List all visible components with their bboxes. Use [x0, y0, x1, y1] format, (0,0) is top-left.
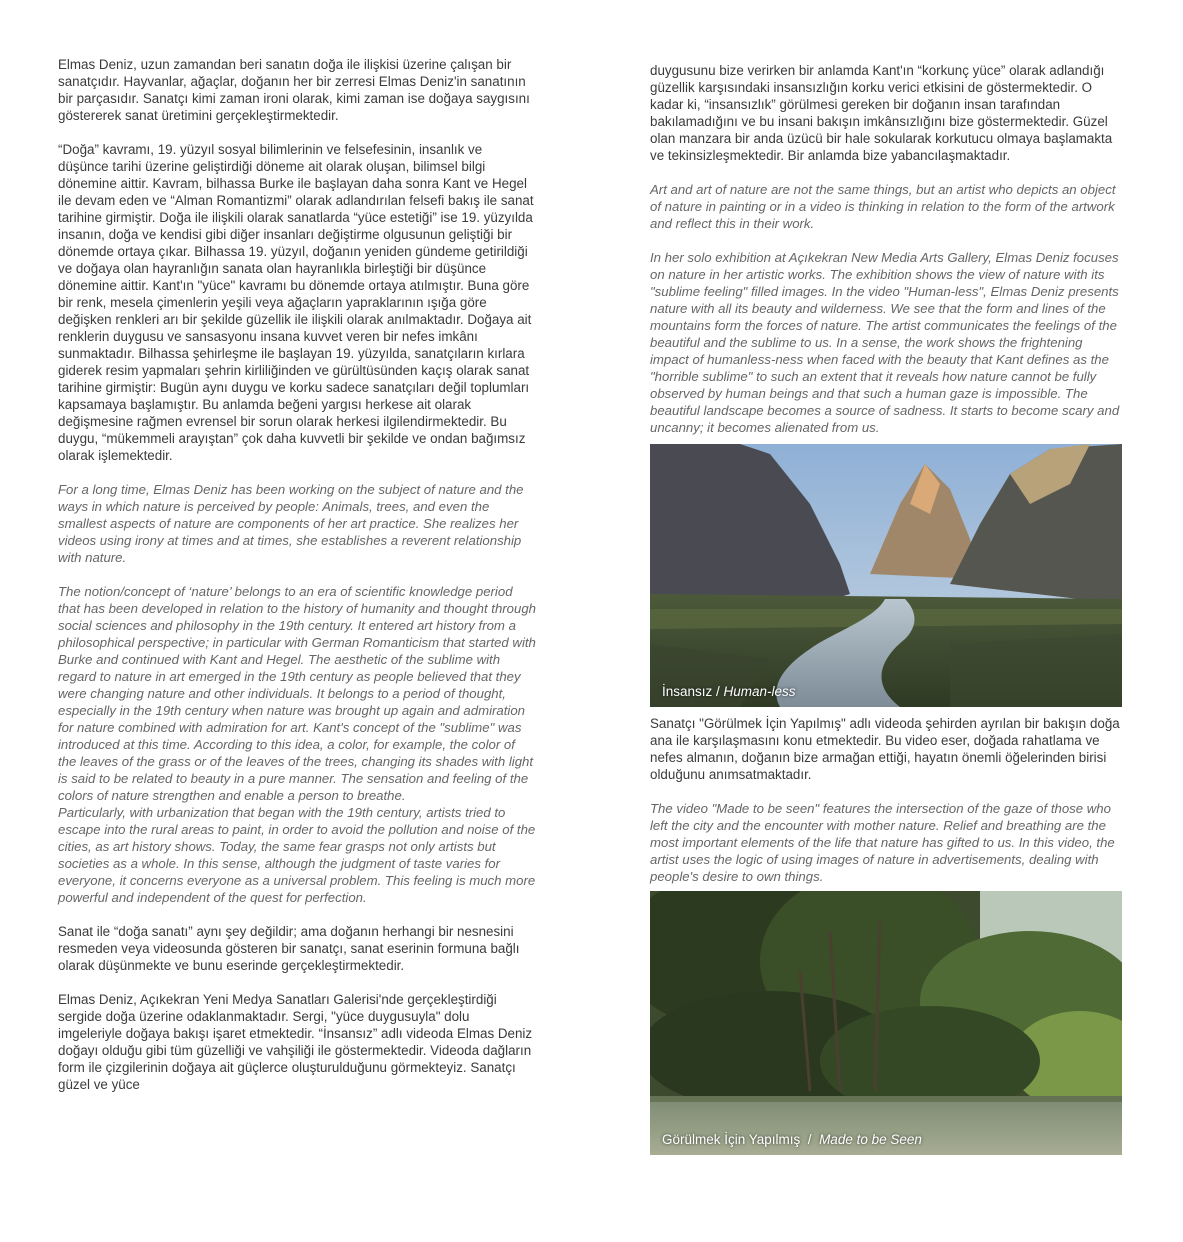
- jungle-river-image: [650, 891, 1122, 1155]
- right-column: [650, 62, 1122, 1155]
- turkish-paragraph-3: Sanat ile “doğa sanatı” aynı şey değildir; ama doğanın herhangi bir nesnesini resmeden veya videosunda gösteren bir sanatçı, sanat eserinin formuna bağlı olarak düşünmekte ve bunu eserinde gerçekleştirmektedir.: [58, 924, 520, 973]
- turkish-paragraph-4: Elmas Deniz, Açıkekran Yeni Medya Sanatları Galerisi'nde gerçekleştirdiği sergide doğa üzerine odaklanmaktadır. Sergi, "yüce duygusuyla" dolu imgeleriyle doğaya bakışı işaret etmektedir. “İnsansız” adlı videoda Elmas Deniz doğayı olduğu gibi tüm güzelliği ve vahşiliği ile göstermektedir. Videoda dağların form ile çizgilerinin doğaya ait güçlerce oluşturulduğunu görmekteyiz. Sanatçı güzel ve yüce: [58, 992, 533, 1092]
- english-paragraph-3: Particularly, with urbanization that began with the 19th century, artists tried to escape into the rural areas to paint, in order to avoid the pollution and noise of the cities, as art history shows. Today, the same fear grasps not only artists but societies as a whole. In this sense, although the judgment of taste varies for everyone, it concerns everyone as a universal problem. This feeling is much more powerful and independent of the quest for perfection.: [58, 805, 536, 905]
- caption-turkish: Görülmek İçin Yapılmış /: [662, 1132, 820, 1147]
- figure-human-less: [650, 444, 1122, 707]
- english-paragraph-made-to-be-seen: The video "Made to be seen" features the intersection of the gaze of those who left the city and the encounter with mother nature. Relief and breathing are the most important elements of the life that nature has gifted to us. In this video, the artist uses the logic of using images of nature in advertisements, dealing with people's desire to own things.: [650, 801, 1115, 884]
- turkish-paragraph-1: Elmas Deniz, uzun zamandan beri sanatın doğa ile ilişkisi üzerine çalışan bir sanatçıdır. Hayvanlar, ağaçlar, doğanın her bir zerresi Elmas Deniz'in sanatının bir parçasıdır. Sanatçı kimi zaman ironi olarak, kimi zaman ise doğaya saygısını göstererek sanat üretimini gerçekleştirmektedir.: [58, 57, 530, 123]
- mountain-valley-image: [650, 444, 1122, 707]
- turkish-paragraph-2: “Doğa” kavramı, 19. yüzyıl sosyal bilimlerinin ve felsefesinin, insanlık ve düşünce tarihi üzerine geliştirdiği döneme ait olarak oluşan, bilimsel bilgi dönemine aittir. Kavram, bilhassa Burke ile başlayan daha sonra Kant ve Hegel ile devam eden ve “Alman Romantizmi” olarak adlandırılan felsefi bakış ile sanat tarihine girmiştir. Doğa ile ilişkili olarak sanatlarda “yüce estetiği” ise 19. yüzyılda insanın, doğa ve kendisi gibi diğer insanları değiştirme olgusunun geliştiği bir dönemde ortaya çıkar. Bilhassa 19. yüzyıl, doğanın yeniden gündeme getirildiği ve doğaya olan hayranlığın sanata olan hayranlıkla birleştiği bir düşünce dönemine aittir. Kant'ın "yüce" kavramı bu dönemde ortaya atılmıştır. Buna göre bir renk, mesela çimenlerin yeşili veya ağaçların yapraklarının ışığa göre değişken renkleri arı bir şekilde güzellik ile ilişkili olarak anılmaktadır. Doğaya ait renklerin duygusu ve sansasyonu insana kuvvet veren bir nefes imkânı sunmaktadır. Bilhassa şehirleşme ile başlayan 19. yüzyılda, sanatçıların kırlara giderek resim yapmaları şehrin kirliliğinden ve gürültüsünden kaçış olarak sanat tarihine girmiştir: Bugün aynı duygu ve korku sadece sanatçıları değil toplumları kapsamaya başlamıştır. Bu anlamda beğeni yargısı herkese ait olarak değişmesine rağmen evrensel bir sorun olarak herkesi ilgilendirmektedir. Bu duygu, “mükemmeli arayıştan” çok daha kuvvetli bir şekilde ve ondan bağımsız olarak işlemektedir.: [58, 142, 534, 463]
- turkish-paragraph-continued: duygusunu bize verirken bir anlamda Kant'ın “korkunç yüce” olarak adlandığı güzellik karşısındaki insansızlığın korku verici etkisini de göstermektedir. O kadar ki, “insansızlık” görülmesi gereken bir doğanın insan tarafından bakılamadığını ve bu insani bakışın imkânsızlığını bize göstermektedir. Güzel olan manzara bir anda üzücü bir hale sokularak korkutucu olmaya başlamakta ve tekinsizleşmektedir. Bir anlamda bize yabancılaşmaktadır.: [650, 63, 1113, 163]
- caption-turkish: İnsansız /: [662, 684, 724, 699]
- figure-made-to-be-seen: [650, 891, 1122, 1155]
- left-column: [58, 56, 536, 1093]
- english-paragraph-1: For a long time, Elmas Deniz has been working on the subject of nature and the ways in which nature is perceived by people: Animals, trees, and even the smallest aspects of nature are components of her art practice. She realizes her videos using irony at times and at times, she establishes a reverent relationship with nature.: [58, 482, 524, 565]
- english-paragraph-art-of-nature: Art and art of nature are not the same things, but an artist who depicts an object of nature in painting or in a video is thinking in relation to the form of the artwork and reflect this in their work.: [650, 182, 1116, 231]
- figure-human-less-caption: [662, 684, 796, 699]
- figure-made-to-be-seen-caption: [662, 1132, 922, 1147]
- caption-english: Made to be Seen: [819, 1132, 922, 1147]
- english-paragraph-2: The notion/concept of ‘nature’ belongs to an era of scientific knowledge period that has been developed in relation to the history of humanity and thought through social sciences and philosophy in the 19th century. It entered art history from a philosophical perspective; in particular with German Romanticism that started with Burke and continued with Kant and Hegel. The aesthetic of the sublime with regard to nature in art emerged in the 19th century as people believed that they were changing nature and other individuals. It belongs to a period of thought, especially in the 19th century when nature was brought up again and admiration for nature combined with admiration for art. Kant's concept of the "sublime" was introduced at this time. According to this idea, a color, for example, the color of the leaves of the grass or of the leaves of the trees, changing its shades with light is said to be related to beauty in a pure manner. The sensation and feeling of the colors of nature strengthen and enable a person to breathe.: [58, 584, 537, 803]
- caption-english: Human-less: [723, 684, 796, 699]
- english-paragraph-exhibition: In her solo exhibition at Açıkekran New Media Arts Gallery, Elmas Deniz focuses on nature in her artistic works. The exhibition shows the view of nature with its "sublime feeling" filled images. In the video "Human-less", Elmas Deniz presents nature with all its beauty and wilderness. We see that the form and lines of the mountains form the forces of nature. The artist communicates the feelings of the beautiful and the sublime to us. In a sense, the work shows the frightening impact of humanless-ness when faced with the beauty that Kant defines as the "horrible sublime" to such an extent that it reveals how nature cannot be fully observed by human beings and that such a human gaze is impossible. The beautiful landscape becomes a source of sadness. It starts to become scary and uncanny; it becomes alienated from us.: [650, 250, 1120, 435]
- turkish-paragraph-made-to-be-seen: Sanatçı "Görülmek İçin Yapılmış" adlı videoda şehirden ayrılan bir bakışın doğa ana ile karşılaşmasını konu etmektedir. Bu video eser, doğada rahatlama ve nefes almanın, doğanın bize armağan ettiği, hayatın önemli öğelerinden birisi olduğunu anımsatmaktadır.: [650, 716, 1120, 782]
